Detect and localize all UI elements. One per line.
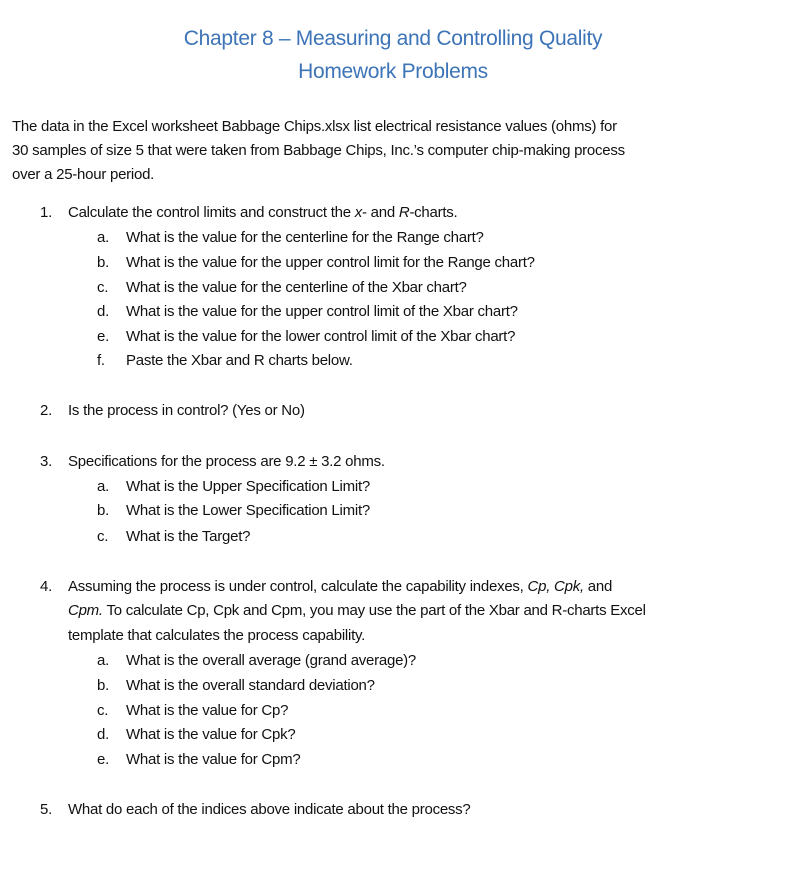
question-2: Is the process in control? (Yes or No) xyxy=(68,402,305,419)
sub-letter: b. xyxy=(97,502,110,519)
sub-letter: a. xyxy=(97,478,110,495)
sub-question: What is the overall standard deviation? xyxy=(126,677,375,694)
question-number: 3. xyxy=(40,453,53,470)
question-number: 4. xyxy=(40,578,53,595)
question-text: Assuming the process is under control, calculate the capability indexes, xyxy=(68,578,528,595)
sub-letter: d. xyxy=(97,726,110,743)
question-text: Calculate the control limits and construct the xyxy=(68,204,355,221)
question-text: and xyxy=(583,578,613,595)
sub-letter: c. xyxy=(97,528,109,545)
sub-letter: e. xyxy=(97,328,110,345)
question-text: - and xyxy=(361,204,399,221)
sub-question: What is the value for the upper control limit of the Xbar chart? xyxy=(126,303,518,320)
question-text: -charts. xyxy=(409,204,458,221)
question-4-line: template that calculates the process capability. xyxy=(68,627,366,644)
sub-question: What is the value for the centerline for the Range chart? xyxy=(126,229,484,246)
sub-letter: a. xyxy=(97,229,110,246)
question-5: What do each of the indices above indicate about the process? xyxy=(68,801,471,818)
sub-letter: f. xyxy=(97,352,105,369)
sub-question: What is the Upper Specification Limit? xyxy=(126,478,370,495)
sub-question: What is the Lower Specification Limit? xyxy=(126,502,370,519)
sub-question: What is the value for Cp? xyxy=(126,702,289,719)
question-1 xyxy=(68,203,457,223)
question-number: 1. xyxy=(40,204,53,221)
question-4-line xyxy=(68,577,612,597)
intro-line: 30 samples of size 5 that were taken from Babbage Chips, Inc.’s computer chip-making process xyxy=(12,142,625,159)
sub-letter: e. xyxy=(97,751,110,768)
sub-question: What is the value for the centerline of the Xbar chart? xyxy=(126,279,467,296)
sub-question: What is the Target? xyxy=(126,528,251,545)
sub-letter: c. xyxy=(97,702,109,719)
sub-letter: b. xyxy=(97,677,110,694)
sub-letter: c. xyxy=(97,279,109,296)
question-number: 2. xyxy=(40,402,53,419)
sub-question: What is the value for Cpk? xyxy=(126,726,296,743)
sub-letter: a. xyxy=(97,652,110,669)
chapter-title: Chapter 8 – Measuring and Controlling Quality xyxy=(183,27,603,50)
question-text: To calculate Cp, Cpk and Cpm, you may use the part of the Xbar and R-charts Excel xyxy=(102,602,646,619)
sub-letter: b. xyxy=(97,254,110,271)
r-symbol: R xyxy=(398,204,410,221)
index-names: Cp, Cpk, xyxy=(527,578,584,595)
index-name: Cpm. xyxy=(68,602,103,619)
intro-line: The data in the Excel worksheet Babbage Chips.xlsx list electrical resistance values (ohms) for xyxy=(12,118,617,135)
intro-line: over a 25-hour period. xyxy=(12,166,155,183)
subtitle: Homework Problems xyxy=(298,60,488,83)
sub-question: What is the value for Cpm? xyxy=(126,751,301,768)
question-number: 5. xyxy=(40,801,53,818)
question-4-line xyxy=(68,601,646,621)
sub-question: What is the value for the lower control limit of the Xbar chart? xyxy=(126,328,516,345)
sub-question: Paste the Xbar and R charts below. xyxy=(126,352,353,369)
question-3: Specifications for the process are 9.2 ± 3.2 ohms. xyxy=(68,453,385,470)
x-symbol: x xyxy=(354,204,362,221)
sub-letter: d. xyxy=(97,303,110,320)
sub-question: What is the overall average (grand average)? xyxy=(126,652,416,669)
sub-question: What is the value for the upper control limit for the Range chart? xyxy=(126,254,535,271)
